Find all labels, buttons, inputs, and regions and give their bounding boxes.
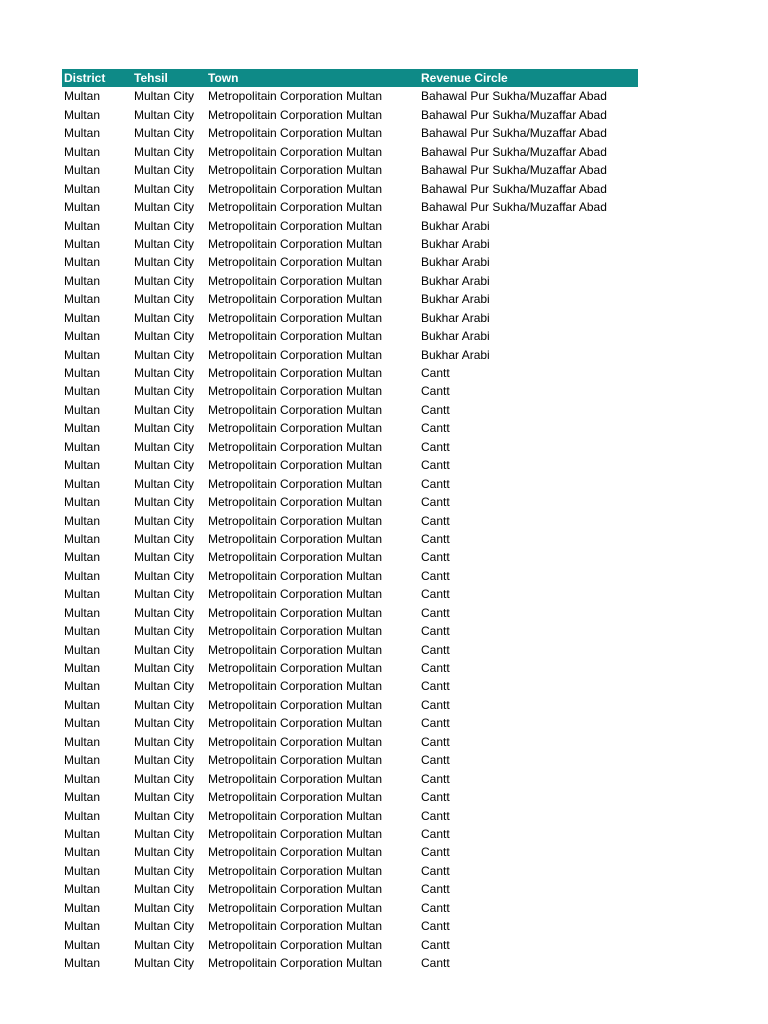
cell-district[interactable]: Multan: [64, 163, 101, 178]
table-row: [62, 825, 638, 843]
cell-revenue-circle[interactable]: Cantt: [421, 697, 450, 712]
cell-district[interactable]: Multan: [64, 956, 101, 970]
cell-town[interactable]: Metropolitain Corporation Multan: [208, 495, 383, 510]
cell-revenue-circle[interactable]: Cantt: [421, 605, 450, 620]
cell-revenue-circle[interactable]: Cantt: [421, 624, 450, 639]
cell-district[interactable]: Multan: [64, 89, 101, 104]
cell-town[interactable]: Metropolitain Corporation Multan: [208, 255, 383, 270]
table-row: [62, 512, 638, 530]
cell-town[interactable]: Metropolitain Corporation Multan: [208, 900, 383, 915]
cell-revenue-circle[interactable]: Cantt: [421, 956, 450, 970]
cell-revenue-circle[interactable]: Cantt: [421, 402, 450, 417]
cell-tehsil[interactable]: Multan City: [134, 734, 195, 749]
cell-tehsil[interactable]: Multan City: [134, 107, 195, 122]
cell-revenue-circle[interactable]: Cantt: [421, 863, 450, 878]
cell-revenue-circle[interactable]: Cantt: [421, 531, 450, 546]
cell-tehsil[interactable]: Multan City: [134, 402, 195, 417]
cell-town[interactable]: Metropolitain Corporation Multan: [208, 550, 383, 565]
cell-town[interactable]: Metropolitain Corporation Multan: [208, 937, 383, 952]
cell-town[interactable]: Metropolitain Corporation Multan: [208, 734, 383, 749]
cell-revenue-circle[interactable]: Cantt: [421, 882, 450, 897]
cell-district[interactable]: Multan: [64, 218, 101, 233]
cell-town[interactable]: Metropolitain Corporation Multan: [208, 329, 383, 344]
cell-tehsil[interactable]: Multan City: [134, 624, 195, 639]
cell-tehsil[interactable]: Multan City: [134, 273, 195, 288]
cell-district[interactable]: Multan: [64, 900, 101, 915]
table-row: [62, 124, 638, 142]
table-row: [62, 419, 638, 437]
table-row: [62, 843, 638, 861]
header-town[interactable]: Town: [208, 71, 239, 85]
cell-tehsil[interactable]: Multan City: [134, 366, 195, 380]
cell-town[interactable]: Metropolitain Corporation Multan: [208, 384, 383, 399]
cell-tehsil[interactable]: Multan City: [134, 236, 195, 251]
cell-district[interactable]: Multan: [64, 826, 101, 841]
cell-district[interactable]: Multan: [64, 882, 101, 897]
cell-tehsil[interactable]: Multan City: [134, 919, 195, 934]
cell-town[interactable]: Metropolitain Corporation Multan: [208, 366, 383, 380]
cell-tehsil[interactable]: Multan City: [134, 716, 195, 731]
cell-revenue-circle[interactable]: Bahawal Pur Sukha/Muzaffar Abad: [421, 200, 607, 215]
cell-town[interactable]: Metropolitain Corporation Multan: [208, 200, 383, 215]
cell-revenue-circle[interactable]: Cantt: [421, 845, 450, 860]
cell-revenue-circle[interactable]: Bukhar Arabi: [421, 292, 490, 307]
cell-town[interactable]: Metropolitain Corporation Multan: [208, 956, 383, 970]
table-row: [62, 106, 638, 124]
table-row: [62, 788, 638, 806]
cell-revenue-circle[interactable]: Bahawal Pur Sukha/Muzaffar Abad: [421, 144, 607, 159]
cell-town[interactable]: Metropolitain Corporation Multan: [208, 826, 383, 841]
cell-town[interactable]: Metropolitain Corporation Multan: [208, 661, 383, 675]
cell-district[interactable]: Multan: [64, 255, 101, 270]
cell-district[interactable]: Multan: [64, 808, 101, 823]
table-row: [62, 936, 638, 954]
cell-tehsil[interactable]: Multan City: [134, 863, 195, 878]
cell-district[interactable]: Multan: [64, 181, 101, 196]
cell-tehsil[interactable]: Multan City: [134, 218, 195, 233]
cell-town[interactable]: Metropolitain Corporation Multan: [208, 421, 383, 436]
cell-revenue-circle[interactable]: Bahawal Pur Sukha/Muzaffar Abad: [421, 89, 607, 104]
cell-town[interactable]: Metropolitain Corporation Multan: [208, 402, 383, 417]
table-row: [62, 235, 638, 253]
cell-tehsil[interactable]: Multan City: [134, 826, 195, 841]
cell-district[interactable]: Multan: [64, 273, 101, 288]
table-row: [62, 751, 638, 769]
table-row: [62, 327, 638, 345]
cell-district[interactable]: Multan: [64, 734, 101, 749]
table-row: [62, 733, 638, 751]
cell-tehsil[interactable]: Multan City: [134, 255, 195, 270]
cell-revenue-circle[interactable]: Bukhar Arabi: [421, 310, 490, 325]
cell-tehsil[interactable]: Multan City: [134, 329, 195, 344]
cell-tehsil[interactable]: Multan City: [134, 126, 195, 141]
cell-district[interactable]: Multan: [64, 310, 101, 325]
table-row: [62, 548, 638, 566]
cell-town[interactable]: Metropolitain Corporation Multan: [208, 753, 383, 768]
cell-tehsil[interactable]: Multan City: [134, 550, 195, 565]
table-row: [62, 567, 638, 585]
cell-town[interactable]: Metropolitain Corporation Multan: [208, 218, 383, 233]
cell-revenue-circle[interactable]: Cantt: [421, 716, 450, 731]
cell-tehsil[interactable]: Multan City: [134, 458, 195, 473]
cell-district[interactable]: Multan: [64, 292, 101, 307]
cell-revenue-circle[interactable]: Bahawal Pur Sukha/Muzaffar Abad: [421, 107, 607, 122]
cell-district[interactable]: Multan: [64, 476, 101, 491]
cell-revenue-circle[interactable]: Cantt: [421, 366, 450, 380]
cell-revenue-circle[interactable]: Bukhar Arabi: [421, 255, 490, 270]
cell-town[interactable]: Metropolitain Corporation Multan: [208, 771, 383, 786]
table-body: [62, 87, 638, 972]
cell-district[interactable]: Multan: [64, 568, 101, 583]
cell-revenue-circle[interactable]: Bahawal Pur Sukha/Muzaffar Abad: [421, 126, 607, 141]
cell-revenue-circle[interactable]: Bahawal Pur Sukha/Muzaffar Abad: [421, 163, 607, 178]
cell-tehsil[interactable]: Multan City: [134, 531, 195, 546]
cell-district[interactable]: Multan: [64, 531, 101, 546]
table-row: [62, 862, 638, 880]
cell-town[interactable]: Metropolitain Corporation Multan: [208, 624, 383, 639]
cell-district[interactable]: Multan: [64, 347, 101, 362]
cell-tehsil[interactable]: Multan City: [134, 181, 195, 196]
cell-tehsil[interactable]: Multan City: [134, 144, 195, 159]
cell-tehsil[interactable]: Multan City: [134, 937, 195, 952]
cell-town[interactable]: Metropolitain Corporation Multan: [208, 790, 383, 805]
cell-town[interactable]: Metropolitain Corporation Multan: [208, 181, 383, 196]
cell-tehsil[interactable]: Multan City: [134, 513, 195, 528]
cell-revenue-circle[interactable]: Cantt: [421, 900, 450, 915]
cell-revenue-circle[interactable]: Bukhar Arabi: [421, 329, 490, 344]
table-row: [62, 622, 638, 640]
cell-tehsil[interactable]: Multan City: [134, 900, 195, 915]
cell-district[interactable]: Multan: [64, 863, 101, 878]
cell-town[interactable]: Metropolitain Corporation Multan: [208, 273, 383, 288]
cell-district[interactable]: Multan: [64, 144, 101, 159]
cell-revenue-circle[interactable]: Cantt: [421, 937, 450, 952]
cell-tehsil[interactable]: Multan City: [134, 882, 195, 897]
table-header-row: [62, 69, 638, 87]
cell-tehsil[interactable]: Multan City: [134, 661, 195, 675]
cell-tehsil[interactable]: Multan City: [134, 753, 195, 768]
cell-tehsil[interactable]: Multan City: [134, 476, 195, 491]
cell-revenue-circle[interactable]: Cantt: [421, 661, 450, 675]
cell-tehsil[interactable]: Multan City: [134, 642, 195, 657]
table-row: [62, 714, 638, 732]
cell-district[interactable]: Multan: [64, 845, 101, 860]
table-row: [62, 493, 638, 511]
cell-revenue-circle[interactable]: Bukhar Arabi: [421, 236, 490, 251]
cell-tehsil[interactable]: Multan City: [134, 845, 195, 860]
table-row: [62, 198, 638, 216]
cell-tehsil[interactable]: Multan City: [134, 421, 195, 436]
header-district[interactable]: District: [64, 71, 106, 85]
cell-town[interactable]: Metropolitain Corporation Multan: [208, 347, 383, 362]
cell-revenue-circle[interactable]: Cantt: [421, 421, 450, 436]
cell-district[interactable]: Multan: [64, 550, 101, 565]
cell-district[interactable]: Multan: [64, 384, 101, 399]
cell-district[interactable]: Multan: [64, 236, 101, 251]
cell-revenue-circle[interactable]: Bahawal Pur Sukha/Muzaffar Abad: [421, 181, 607, 196]
cell-revenue-circle[interactable]: Cantt: [421, 568, 450, 583]
cell-revenue-circle[interactable]: Cantt: [421, 790, 450, 805]
cell-district[interactable]: Multan: [64, 679, 101, 694]
cell-tehsil[interactable]: Multan City: [134, 697, 195, 712]
cell-tehsil[interactable]: Multan City: [134, 808, 195, 823]
cell-tehsil[interactable]: Multan City: [134, 790, 195, 805]
cell-revenue-circle[interactable]: Cantt: [421, 753, 450, 768]
cell-revenue-circle[interactable]: Cantt: [421, 384, 450, 399]
cell-tehsil[interactable]: Multan City: [134, 89, 195, 104]
table-row: [62, 954, 638, 972]
cell-tehsil[interactable]: Multan City: [134, 347, 195, 362]
cell-district[interactable]: Multan: [64, 642, 101, 657]
cell-town[interactable]: Metropolitain Corporation Multan: [208, 808, 383, 823]
table-row: [62, 161, 638, 179]
cell-town[interactable]: Metropolitain Corporation Multan: [208, 126, 383, 141]
cell-town[interactable]: Metropolitain Corporation Multan: [208, 845, 383, 860]
cell-town[interactable]: Metropolitain Corporation Multan: [208, 439, 383, 454]
cell-town[interactable]: Metropolitain Corporation Multan: [208, 144, 383, 159]
cell-town[interactable]: Metropolitain Corporation Multan: [208, 163, 383, 178]
cell-district[interactable]: Multan: [64, 402, 101, 417]
cell-revenue-circle[interactable]: Cantt: [421, 439, 450, 454]
cell-tehsil[interactable]: Multan City: [134, 605, 195, 620]
cell-district[interactable]: Multan: [64, 126, 101, 141]
table-row: [62, 696, 638, 714]
cell-district[interactable]: Multan: [64, 624, 101, 639]
table-row: [62, 272, 638, 290]
cell-town[interactable]: Metropolitain Corporation Multan: [208, 568, 383, 583]
cell-town[interactable]: Metropolitain Corporation Multan: [208, 716, 383, 731]
cell-district[interactable]: Multan: [64, 790, 101, 805]
table-row: [62, 604, 638, 622]
cell-revenue-circle[interactable]: Cantt: [421, 808, 450, 823]
table-row: [62, 659, 638, 677]
cell-district[interactable]: Multan: [64, 661, 101, 675]
cell-district[interactable]: Multan: [64, 421, 101, 436]
table-row: [62, 180, 638, 198]
cell-town[interactable]: Metropolitain Corporation Multan: [208, 310, 383, 325]
cell-town[interactable]: Metropolitain Corporation Multan: [208, 587, 383, 602]
table-row: [62, 917, 638, 935]
cell-revenue-circle[interactable]: Cantt: [421, 679, 450, 694]
cell-tehsil[interactable]: Multan City: [134, 568, 195, 583]
spreadsheet-table: [62, 69, 638, 972]
table-row: [62, 309, 638, 327]
cell-tehsil[interactable]: Multan City: [134, 587, 195, 602]
table-row: [62, 143, 638, 161]
cell-district[interactable]: Multan: [64, 753, 101, 768]
cell-tehsil[interactable]: Multan City: [134, 679, 195, 694]
table-row: [62, 770, 638, 788]
cell-district[interactable]: Multan: [64, 605, 101, 620]
cell-revenue-circle[interactable]: Cantt: [421, 734, 450, 749]
cell-district[interactable]: Multan: [64, 697, 101, 712]
cell-district[interactable]: Multan: [64, 716, 101, 731]
header-revenue-circle[interactable]: Revenue Circle: [421, 71, 508, 85]
cell-district[interactable]: Multan: [64, 495, 101, 510]
cell-district[interactable]: Multan: [64, 771, 101, 786]
cell-tehsil[interactable]: Multan City: [134, 956, 195, 970]
cell-district[interactable]: Multan: [64, 329, 101, 344]
cell-town[interactable]: Metropolitain Corporation Multan: [208, 513, 383, 528]
table-row: [62, 641, 638, 659]
cell-tehsil[interactable]: Multan City: [134, 384, 195, 399]
cell-district[interactable]: Multan: [64, 513, 101, 528]
cell-revenue-circle[interactable]: Cantt: [421, 550, 450, 565]
cell-town[interactable]: Metropolitain Corporation Multan: [208, 236, 383, 251]
cell-tehsil[interactable]: Multan City: [134, 310, 195, 325]
cell-tehsil[interactable]: Multan City: [134, 200, 195, 215]
cell-tehsil[interactable]: Multan City: [134, 439, 195, 454]
cell-revenue-circle[interactable]: Cantt: [421, 458, 450, 473]
cell-district[interactable]: Multan: [64, 107, 101, 122]
table-row: [62, 290, 638, 308]
cell-revenue-circle[interactable]: Cantt: [421, 495, 450, 510]
table-row: [62, 346, 638, 364]
table-row: [62, 880, 638, 898]
cell-town[interactable]: Metropolitain Corporation Multan: [208, 642, 383, 657]
table-row: [62, 585, 638, 603]
cell-revenue-circle[interactable]: Cantt: [421, 476, 450, 491]
table-row: [62, 253, 638, 271]
table-row: [62, 382, 638, 400]
cell-district[interactable]: Multan: [64, 937, 101, 952]
table-row: [62, 401, 638, 419]
table-row: [62, 475, 638, 493]
cell-town[interactable]: Metropolitain Corporation Multan: [208, 882, 383, 897]
cell-revenue-circle[interactable]: Cantt: [421, 587, 450, 602]
cell-revenue-circle[interactable]: Cantt: [421, 513, 450, 528]
cell-tehsil[interactable]: Multan City: [134, 495, 195, 510]
table-row: [62, 364, 638, 382]
cell-town[interactable]: Metropolitain Corporation Multan: [208, 476, 383, 491]
cell-town[interactable]: Metropolitain Corporation Multan: [208, 863, 383, 878]
cell-town[interactable]: Metropolitain Corporation Multan: [208, 679, 383, 694]
cell-tehsil[interactable]: Multan City: [134, 292, 195, 307]
cell-district[interactable]: Multan: [64, 587, 101, 602]
cell-district[interactable]: Multan: [64, 919, 101, 934]
cell-district[interactable]: Multan: [64, 200, 101, 215]
cell-district[interactable]: Multan: [64, 439, 101, 454]
cell-town[interactable]: Metropolitain Corporation Multan: [208, 919, 383, 934]
table-row: [62, 807, 638, 825]
cell-revenue-circle[interactable]: Bukhar Arabi: [421, 218, 490, 233]
cell-district[interactable]: Multan: [64, 458, 101, 473]
table-row: [62, 438, 638, 456]
table-row: [62, 217, 638, 235]
table-row: [62, 87, 638, 105]
cell-revenue-circle[interactable]: Cantt: [421, 771, 450, 786]
cell-revenue-circle[interactable]: Cantt: [421, 919, 450, 934]
header-tehsil[interactable]: Tehsil: [134, 71, 168, 85]
cell-district[interactable]: Multan: [64, 366, 101, 380]
cell-revenue-circle[interactable]: Cantt: [421, 826, 450, 841]
cell-tehsil[interactable]: Multan City: [134, 771, 195, 786]
cell-town[interactable]: Metropolitain Corporation Multan: [208, 89, 383, 104]
cell-town[interactable]: Metropolitain Corporation Multan: [208, 107, 383, 122]
table-row: [62, 899, 638, 917]
table-row: [62, 530, 638, 548]
cell-town[interactable]: Metropolitain Corporation Multan: [208, 292, 383, 307]
table-row: [62, 456, 638, 474]
cell-revenue-circle[interactable]: Cantt: [421, 642, 450, 657]
cell-town[interactable]: Metropolitain Corporation Multan: [208, 697, 383, 712]
table-row: [62, 677, 638, 695]
cell-town[interactable]: Metropolitain Corporation Multan: [208, 531, 383, 546]
cell-town[interactable]: Metropolitain Corporation Multan: [208, 605, 383, 620]
cell-town[interactable]: Metropolitain Corporation Multan: [208, 458, 383, 473]
cell-revenue-circle[interactable]: Bukhar Arabi: [421, 273, 490, 288]
cell-tehsil[interactable]: Multan City: [134, 163, 195, 178]
cell-revenue-circle[interactable]: Bukhar Arabi: [421, 347, 490, 362]
